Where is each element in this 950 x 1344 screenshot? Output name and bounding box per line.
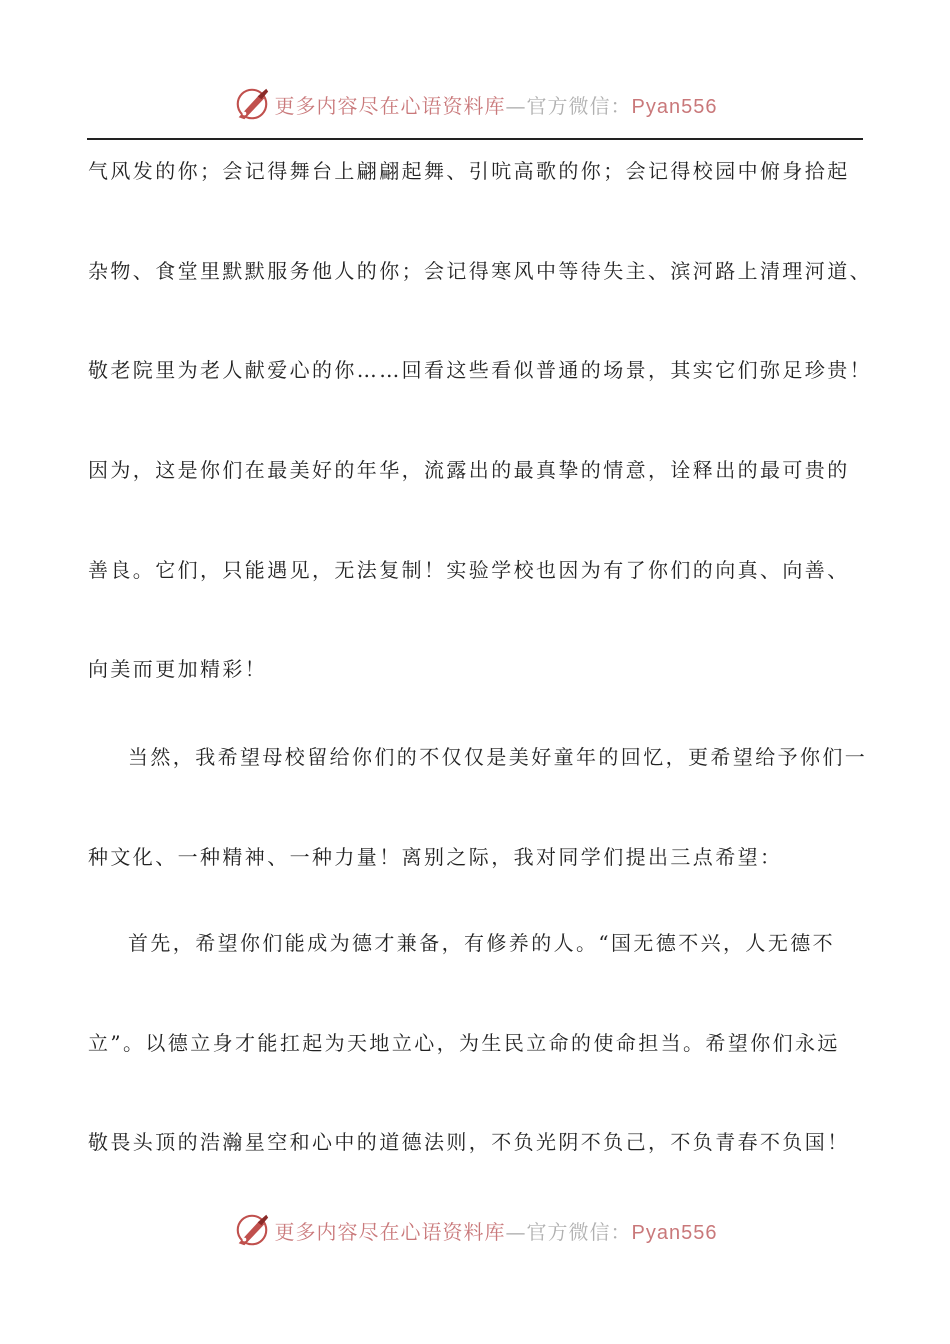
- footer-wechat-id: Pyan556: [631, 1221, 718, 1244]
- body-line: 敬畏头顶的浩瀚星空和心中的道德法则，不负光阴不负己，不负青春不负国！: [88, 1130, 850, 1154]
- body-line: 种文化、一种精神、一种力量！离别之际，我对同学们提出三点希望：: [88, 845, 783, 869]
- header-brand: 更多内容尽在心语资料库: [274, 93, 506, 118]
- header-wechat-label: 官方微信：: [526, 93, 632, 118]
- header-separator: —: [505, 93, 527, 118]
- header-wechat-id: Pyan556: [631, 95, 718, 118]
- header-banner-text: [275, 90, 718, 119]
- body-line: 当然，我希望母校留给你们的不仅仅是美好童年的回忆，更希望给予你们一: [128, 745, 868, 769]
- pen-logo-icon: [233, 1211, 271, 1249]
- footer-brand: 更多内容尽在心语资料库: [274, 1219, 506, 1244]
- body-line: 立”。以德立身才能扛起为天地立心，为生民立命的使命担当。希望你们永远: [88, 1031, 840, 1055]
- footer-wechat-label: 官方微信：: [526, 1219, 632, 1244]
- body-line: 气风发的你；会记得舞台上翩翩起舞、引吭高歌的你；会记得校园中俯身拾起: [88, 159, 850, 183]
- footer-banner-text: [275, 1216, 718, 1245]
- body-line: 杂物、食堂里默默服务他人的你；会记得寒风中等待失主、滨河路上清理河道、: [88, 259, 872, 283]
- pen-logo-icon: [233, 85, 271, 123]
- body-line: 敬老院里为老人献爱心的你……回看这些看似普通的场景，其实它们弥足珍贵！: [88, 358, 872, 382]
- body-line: 首先，希望你们能成为德才兼备，有修养的人。“国无德不兴，人无德不: [128, 931, 836, 955]
- body-line: 因为，这是你们在最美好的年华，流露出的最真挚的情意，诠释出的最可贵的: [88, 458, 850, 482]
- header-divider: [87, 138, 863, 140]
- header-banner: [0, 84, 950, 124]
- body-line: 善良。它们，只能遇见，无法复制！实验学校也因为有了你们的向真、向善、: [88, 558, 850, 582]
- footer-banner: [0, 1210, 950, 1250]
- footer-separator: —: [505, 1219, 527, 1244]
- body-line: 向美而更加精彩！: [88, 657, 268, 681]
